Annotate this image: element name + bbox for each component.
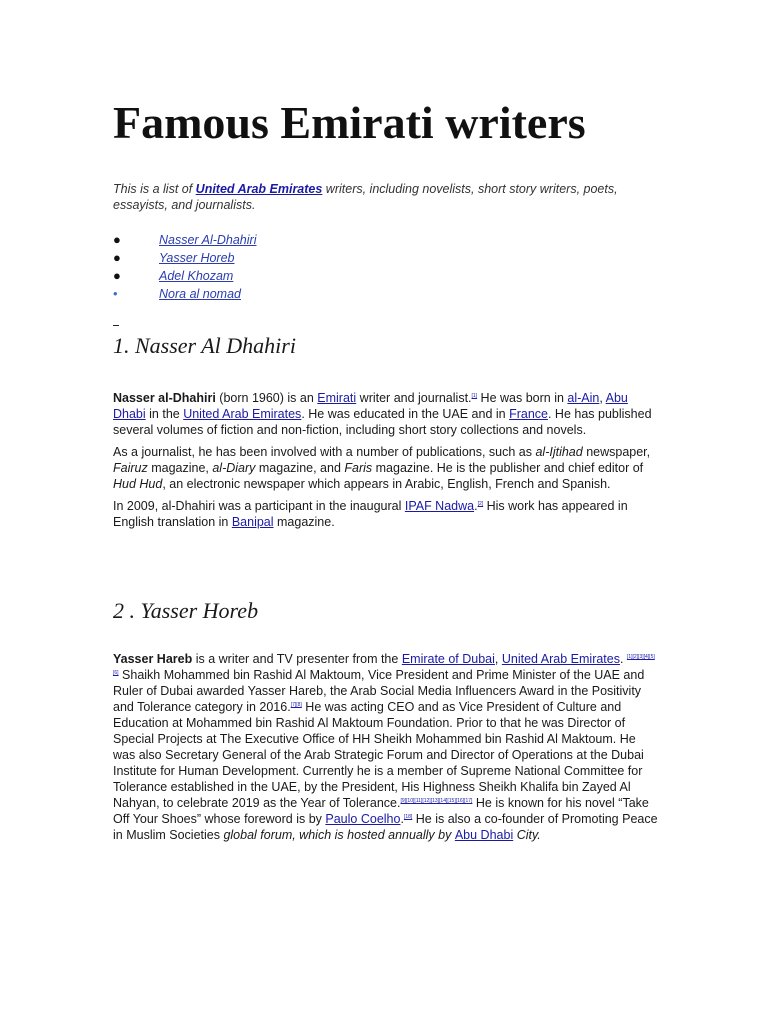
italic-title: Fairuz: [113, 461, 148, 475]
paragraph: [113, 444, 658, 492]
text-run: magazine, and: [255, 461, 345, 475]
text-run: ,: [599, 391, 606, 405]
bullet-icon: •: [113, 286, 118, 301]
toc-item: [113, 231, 256, 249]
citation-link[interactable]: [7][8]: [290, 702, 302, 708]
text-run: .: [619, 652, 627, 666]
bullet-icon: ●: [113, 232, 121, 247]
section-heading-yasser: 2 . Yasser Horeb: [113, 598, 259, 623]
bold-name: Yasser Hareb: [113, 652, 193, 666]
link-ipaf-nadwa[interactable]: IPAF Nadwa: [404, 499, 475, 513]
link-al-ain[interactable]: al-Ain: [567, 391, 600, 405]
intro-prefix: This is a list of: [113, 182, 196, 196]
toc-item: [113, 267, 256, 285]
text-run: magazine.: [273, 515, 335, 529]
text-run: He is known for his novel “Take Off Your Shoes” whose foreword is by: [113, 796, 649, 826]
link-emirate-of-dubai[interactable]: Emirate of Dubai: [401, 652, 495, 666]
paragraph: [113, 498, 658, 530]
paragraph: [113, 651, 658, 843]
citation-link[interactable]: [2]: [477, 501, 484, 507]
intro-suffix: writers, including novelists, short story writers, poets, essayists, and journalists.: [113, 182, 618, 212]
text-run: As a journalist, he has been involved with a number of publications, such as: [113, 445, 536, 459]
text-run: Shaikh Mohammed bin Rashid Al Maktoum, Vice President and Prime Minister of the UAE and Ruler of Dubai awarded Yasser Hareb, the Arab Social Media Influencers Award in the Positivity and Tolerance category in 2016.: [113, 668, 645, 714]
link-uae[interactable]: United Arab Emirates: [501, 652, 620, 666]
toc-link-yasser[interactable]: Yasser Horeb: [159, 251, 235, 265]
toc-link-adel[interactable]: Adel Khozam: [159, 269, 234, 283]
text-run: , an electronic newspaper which appears in Arabic, English, French and Spanish.: [162, 477, 611, 491]
section-body-nasser: [113, 390, 658, 536]
link-france[interactable]: France: [509, 407, 548, 421]
text-run: newspaper,: [582, 445, 651, 459]
section-body-yasser: [113, 651, 658, 849]
bullet-icon: ●: [113, 250, 121, 265]
text-run: His work has appeared in English translation in: [113, 499, 628, 529]
link-banipal[interactable]: Banipal: [231, 515, 274, 529]
bullet-icon: ●: [113, 268, 121, 283]
citation-link[interactable]: [1][2][3][4][5][6]: [113, 654, 655, 676]
citation-link[interactable]: [1]: [471, 393, 478, 399]
text-run: (born 1960) is an: [215, 391, 318, 405]
text-run: magazine. He is the publisher and chief editor of: [372, 461, 644, 475]
text-run: in the: [145, 407, 184, 421]
paragraph: [113, 390, 658, 438]
toc-item: [113, 285, 256, 303]
toc-link-nasser[interactable]: Nasser Al-Dhahiri: [159, 233, 257, 247]
text-run: .: [474, 499, 478, 513]
document-title: Famous Emirati writers: [113, 97, 586, 148]
divider-mark: [113, 325, 119, 326]
text-run: writer and journalist.: [356, 391, 472, 405]
italic-title: al-Ijtihad: [535, 445, 583, 459]
text-run: ,: [494, 652, 502, 666]
table-of-contents: [113, 231, 256, 303]
toc-item: [113, 249, 256, 267]
citation-link[interactable]: [9][10][11][12][13][14][15][16][17]: [400, 798, 473, 804]
text-run: He is also a co-founder of Promoting Peace in Muslim Societies: [113, 812, 658, 842]
link-uae[interactable]: United Arab Emirates: [183, 407, 302, 421]
italic-text: global forum, which is hosted annually by: [223, 828, 455, 842]
citation-link[interactable]: [18]: [403, 814, 413, 820]
link-abu-dhabi[interactable]: Abu Dhabi: [454, 828, 514, 842]
text-run: He was born in: [477, 391, 568, 405]
text-run: is a writer and TV presenter from the: [192, 652, 402, 666]
italic-text: City.: [513, 828, 541, 842]
italic-title: al-Diary: [212, 461, 256, 475]
text-run: magazine,: [147, 461, 213, 475]
intro-paragraph: [113, 181, 658, 213]
link-paulo-coelho[interactable]: Paulo Coelho: [325, 812, 401, 826]
toc-link-nora[interactable]: Nora al nomad: [159, 287, 241, 301]
intro-link-uae[interactable]: United Arab Emirates: [195, 182, 323, 196]
text-run: In 2009, al-Dhahiri was a participant in the inaugural: [113, 499, 405, 513]
text-run: . He has published several volumes of fiction and non-fiction, including short story collections and novels.: [113, 407, 652, 437]
text-run: He was acting CEO and as Vice President of Culture and Education at Mohammed bin Rashid Al Maktoum Foundation. Prior to that he was Director of Special Projects at The Executive Office of HH Sheikh Mohammed bin Rashid Al Maktoum. He was also Secretary General of the Arab Strategic Forum and Director of Operations at the Dubai Institute for Human Development. Currently he is a member of Supreme National Committee for Tolerance established in the UAE, by the President, His Highness Sheikh Khalifa bin Zayed Al Nahyan, to celebrate 2019 as the Year of Tolerance.: [113, 700, 644, 810]
text-run: . He was educated in the UAE and in: [301, 407, 510, 421]
italic-title: Hud Hud: [113, 477, 163, 491]
bold-name: Nasser al-Dhahiri: [113, 391, 216, 405]
italic-title: Faris: [344, 461, 373, 475]
text-run: .: [400, 812, 404, 826]
section-heading-nasser: 1. Nasser Al Dhahiri: [113, 333, 296, 358]
link-emirati[interactable]: Emirati: [317, 391, 357, 405]
link-abu-dhabi[interactable]: Abu Dhabi: [113, 391, 628, 421]
